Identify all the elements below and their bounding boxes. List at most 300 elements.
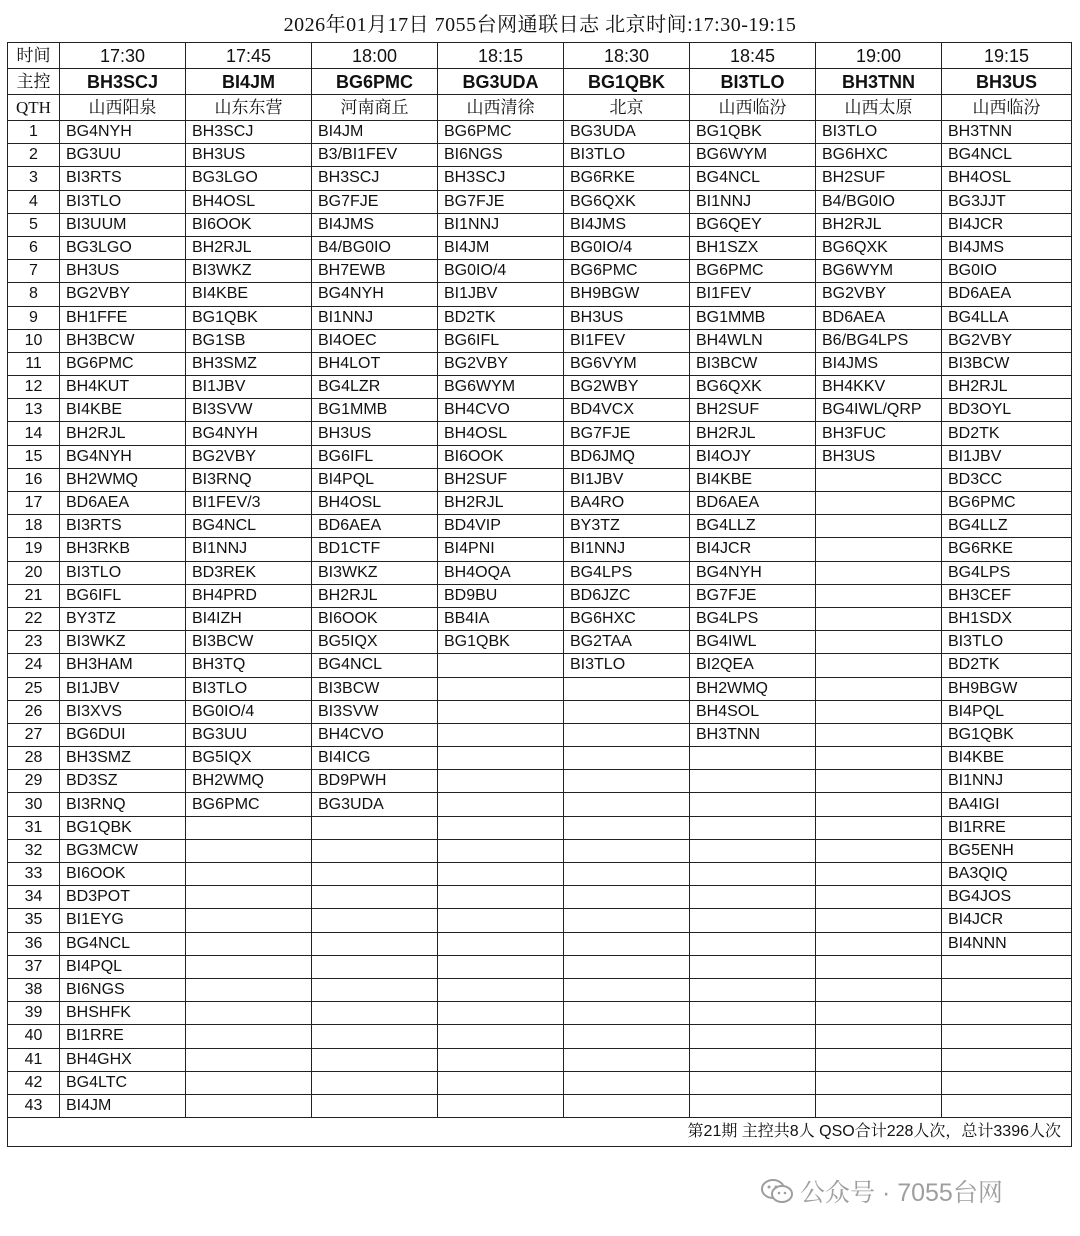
qso-callsign: BH4CVO: [312, 723, 438, 746]
session-control: BG3UDA: [438, 69, 564, 95]
session-time: 17:45: [186, 43, 312, 69]
session-time: 18:30: [564, 43, 690, 69]
qso-callsign: BH2SUF: [438, 468, 564, 491]
qso-callsign: [438, 1002, 564, 1025]
qso-callsign: [186, 1094, 312, 1117]
qso-callsign: BG3UDA: [564, 121, 690, 144]
qso-callsign: BI4JM: [312, 121, 438, 144]
qso-callsign: BD3OYL: [942, 399, 1072, 422]
qso-callsign: [690, 770, 816, 793]
qso-callsign: BG6PMC: [942, 492, 1072, 515]
qso-callsign: BI1NNJ: [564, 538, 690, 561]
row-number: 43: [8, 1094, 60, 1117]
qso-callsign: BI6OOK: [60, 863, 186, 886]
qso-callsign: BH3SCJ: [312, 167, 438, 190]
qso-callsign: B6/BG4LPS: [816, 329, 942, 352]
qso-callsign: BH9BGW: [564, 283, 690, 306]
qso-callsign: BG2VBY: [816, 283, 942, 306]
qso-callsign: BB4IA: [438, 607, 564, 630]
table-row: [8, 839, 1072, 862]
qso-callsign: BI6OOK: [312, 607, 438, 630]
qso-callsign: BI6NGS: [60, 978, 186, 1001]
qso-callsign: BD6AEA: [690, 492, 816, 515]
qso-callsign: BI3WKZ: [312, 561, 438, 584]
qso-callsign: [690, 863, 816, 886]
qso-callsign: B4/BG0IO: [816, 190, 942, 213]
qso-callsign: BH3TQ: [186, 654, 312, 677]
qso-callsign: BG4LTC: [60, 1071, 186, 1094]
table-row: [8, 863, 1072, 886]
qso-callsign: BHSHFK: [60, 1002, 186, 1025]
session-control: BH3US: [942, 69, 1072, 95]
qso-callsign: [816, 677, 942, 700]
qso-callsign: [564, 793, 690, 816]
qso-callsign: BG6DUI: [60, 723, 186, 746]
qso-callsign: BH3SCJ: [438, 167, 564, 190]
qso-callsign: BG1MMB: [312, 399, 438, 422]
qso-callsign: BA4IGI: [942, 793, 1072, 816]
qso-callsign: [690, 886, 816, 909]
qso-callsign: [816, 561, 942, 584]
qso-callsign: BG4LLZ: [690, 515, 816, 538]
table-row: [8, 816, 1072, 839]
qso-callsign: BG3LGO: [60, 236, 186, 259]
row-number: 2: [8, 144, 60, 167]
qso-callsign: [816, 863, 942, 886]
row-number: 24: [8, 654, 60, 677]
table-row: [8, 607, 1072, 630]
qso-callsign: [186, 886, 312, 909]
qso-callsign: [816, 747, 942, 770]
qso-callsign: [564, 677, 690, 700]
qso-callsign: [186, 1048, 312, 1071]
qso-callsign: BH4PRD: [186, 584, 312, 607]
qso-callsign: BH2RJL: [312, 584, 438, 607]
qso-callsign: BI3RTS: [60, 167, 186, 190]
header-row-time: [8, 43, 1072, 69]
row-number: 9: [8, 306, 60, 329]
qso-callsign: [816, 723, 942, 746]
qso-callsign: BH1SZX: [690, 236, 816, 259]
row-number: 20: [8, 561, 60, 584]
qso-callsign: BI4OJY: [690, 445, 816, 468]
qso-callsign: [816, 1002, 942, 1025]
qso-callsign: BG4NYH: [186, 422, 312, 445]
qso-callsign: BH2WMQ: [186, 770, 312, 793]
qso-callsign: [564, 1071, 690, 1094]
qso-callsign: BG6PMC: [690, 260, 816, 283]
table-row: [8, 1048, 1072, 1071]
qso-callsign: BI3BCW: [312, 677, 438, 700]
qso-callsign: BG6PMC: [564, 260, 690, 283]
qso-callsign: [816, 1048, 942, 1071]
qso-callsign: BH9BGW: [942, 677, 1072, 700]
qso-callsign: [564, 816, 690, 839]
qso-callsign: BG6IFL: [312, 445, 438, 468]
qso-callsign: [816, 492, 942, 515]
qso-callsign: BH4LOT: [312, 352, 438, 375]
qso-callsign: BG3UU: [186, 723, 312, 746]
wechat-logo-icon: [760, 1178, 794, 1204]
qso-callsign: BG3LGO: [186, 167, 312, 190]
table-row: [8, 213, 1072, 236]
qso-callsign: [438, 839, 564, 862]
qso-callsign: BI3RNQ: [186, 468, 312, 491]
row-number: 33: [8, 863, 60, 886]
qso-callsign: BG7FJE: [438, 190, 564, 213]
qso-callsign: BD6JMQ: [564, 445, 690, 468]
qso-callsign: [816, 468, 942, 491]
table-row: [8, 283, 1072, 306]
qso-callsign: BG0IO/4: [438, 260, 564, 283]
session-qth: 山西太原: [816, 95, 942, 121]
qso-callsign: BI4JCR: [942, 909, 1072, 932]
qso-callsign: BD6AEA: [312, 515, 438, 538]
qso-callsign: BI4KBE: [186, 283, 312, 306]
qso-callsign: BI1JBV: [942, 445, 1072, 468]
qso-callsign: BI3TLO: [564, 654, 690, 677]
qso-callsign: BH4KKV: [816, 376, 942, 399]
row-number: 17: [8, 492, 60, 515]
row-number: 21: [8, 584, 60, 607]
session-time: 18:45: [690, 43, 816, 69]
qso-callsign: [816, 584, 942, 607]
table-row: [8, 770, 1072, 793]
qso-callsign: BD6JZC: [564, 584, 690, 607]
qso-callsign: BD2TK: [942, 422, 1072, 445]
qso-callsign: [438, 747, 564, 770]
qso-callsign: [690, 816, 816, 839]
header-row-qth: [8, 95, 1072, 121]
qso-callsign: BI3BCW: [186, 631, 312, 654]
qso-callsign: [186, 863, 312, 886]
table-row: [8, 932, 1072, 955]
qso-callsign: BH2RJL: [942, 376, 1072, 399]
table-row: [8, 1002, 1072, 1025]
table-row: [8, 561, 1072, 584]
row-number: 28: [8, 747, 60, 770]
qso-callsign: [690, 932, 816, 955]
qso-log-table: [7, 42, 1072, 1147]
qso-callsign: BG4JOS: [942, 886, 1072, 909]
qso-callsign: BA3QIQ: [942, 863, 1072, 886]
qso-callsign: BI4PQL: [942, 700, 1072, 723]
row-number: 30: [8, 793, 60, 816]
qso-callsign: BH3US: [312, 422, 438, 445]
qso-callsign: BI4JCR: [690, 538, 816, 561]
session-qth: 河南商丘: [312, 95, 438, 121]
qso-callsign: BI3BCW: [690, 352, 816, 375]
qso-callsign: [186, 1002, 312, 1025]
qso-callsign: [690, 909, 816, 932]
watermark: [760, 1173, 1003, 1209]
qso-callsign: [816, 1025, 942, 1048]
qso-callsign: BI1NNJ: [942, 770, 1072, 793]
qso-callsign: BI1JBV: [186, 376, 312, 399]
qso-callsign: [312, 932, 438, 955]
session-control: BH3SCJ: [60, 69, 186, 95]
qso-callsign: [312, 955, 438, 978]
qso-callsign: [564, 886, 690, 909]
qso-callsign: BD6AEA: [942, 283, 1072, 306]
table-row: [8, 793, 1072, 816]
qso-callsign: BI1NNJ: [438, 213, 564, 236]
qso-callsign: BI3TLO: [564, 144, 690, 167]
row-number: 5: [8, 213, 60, 236]
qso-callsign: BI3RTS: [60, 515, 186, 538]
qso-callsign: [438, 654, 564, 677]
qso-callsign: BI1NNJ: [186, 538, 312, 561]
qso-callsign: BI3XVS: [60, 700, 186, 723]
qso-callsign: BI3TLO: [816, 121, 942, 144]
qso-callsign: BI1RRE: [60, 1025, 186, 1048]
qso-callsign: BG4IWL: [690, 631, 816, 654]
row-number: 26: [8, 700, 60, 723]
qso-callsign: BD4VIP: [438, 515, 564, 538]
row-number: 4: [8, 190, 60, 213]
row-number: 36: [8, 932, 60, 955]
page-title: 2026年01月17日 7055台网通联日志 北京时间:17:30-19:15: [283, 14, 797, 36]
row-number: 6: [8, 236, 60, 259]
qso-callsign: BG4LPS: [690, 607, 816, 630]
qso-callsign: BI2QEA: [690, 654, 816, 677]
qso-callsign: [564, 863, 690, 886]
qso-callsign: BG6VYM: [564, 352, 690, 375]
qso-callsign: BD9PWH: [312, 770, 438, 793]
session-qth: 山西阳泉: [60, 95, 186, 121]
table-row: [8, 909, 1072, 932]
qso-callsign: BG6PMC: [438, 121, 564, 144]
qso-callsign: [186, 1071, 312, 1094]
qso-callsign: [942, 1048, 1072, 1071]
qso-callsign: BG7FJE: [312, 190, 438, 213]
qso-callsign: BG4NCL: [312, 654, 438, 677]
qso-callsign: [438, 886, 564, 909]
qso-callsign: [690, 839, 816, 862]
qso-callsign: BG1SB: [186, 329, 312, 352]
qso-callsign: [312, 1071, 438, 1094]
row-number: 41: [8, 1048, 60, 1071]
qso-callsign: BD3POT: [60, 886, 186, 909]
session-time: 17:30: [60, 43, 186, 69]
row-number: 10: [8, 329, 60, 352]
qso-callsign: BH4KUT: [60, 376, 186, 399]
qso-callsign: BI4JMS: [942, 236, 1072, 259]
session-time: 18:00: [312, 43, 438, 69]
table-row: [8, 584, 1072, 607]
qso-callsign: [564, 700, 690, 723]
qso-callsign: BG4LPS: [564, 561, 690, 584]
qso-callsign: BG6QXK: [564, 190, 690, 213]
qso-callsign: BG6IFL: [438, 329, 564, 352]
qso-callsign: B4/BG0IO: [312, 236, 438, 259]
qso-callsign: BG6HXC: [816, 144, 942, 167]
table-row: [8, 260, 1072, 283]
qso-callsign: [438, 793, 564, 816]
qso-callsign: [690, 978, 816, 1001]
qso-callsign: [816, 770, 942, 793]
qso-callsign: [816, 1094, 942, 1117]
row-number: 14: [8, 422, 60, 445]
qso-callsign: BI4KBE: [690, 468, 816, 491]
qso-callsign: BG6IFL: [60, 584, 186, 607]
qso-callsign: BH7EWB: [312, 260, 438, 283]
session-qth: 山西临汾: [690, 95, 816, 121]
qso-callsign: [942, 1002, 1072, 1025]
qso-callsign: BD2TK: [438, 306, 564, 329]
watermark-text: 公众号 · 7055台网: [800, 1179, 1003, 1207]
qso-callsign: BG4IWL/QRP: [816, 399, 942, 422]
qso-callsign: BG6PMC: [186, 793, 312, 816]
qso-callsign: BH2RJL: [690, 422, 816, 445]
qso-callsign: BG2TAA: [564, 631, 690, 654]
qso-callsign: BH3TNN: [690, 723, 816, 746]
table-row: [8, 144, 1072, 167]
qso-callsign: [816, 909, 942, 932]
qso-callsign: [690, 793, 816, 816]
qso-callsign: BH3US: [564, 306, 690, 329]
session-time: 18:15: [438, 43, 564, 69]
session-time: 19:00: [816, 43, 942, 69]
qso-callsign: BG4LPS: [942, 561, 1072, 584]
qso-callsign: BI1NNJ: [312, 306, 438, 329]
row-number: 35: [8, 909, 60, 932]
qso-callsign: [942, 1025, 1072, 1048]
row-number: 11: [8, 352, 60, 375]
qso-callsign: BH4OSL: [438, 422, 564, 445]
table-row: [8, 422, 1072, 445]
qso-callsign: BI4NNN: [942, 932, 1072, 955]
qso-callsign: [312, 1002, 438, 1025]
table-row: [8, 190, 1072, 213]
qso-callsign: BI1JBV: [438, 283, 564, 306]
table-row: [8, 747, 1072, 770]
row-number: 15: [8, 445, 60, 468]
qso-callsign: BG6QEY: [690, 213, 816, 236]
table-row: [8, 1071, 1072, 1094]
qso-callsign: [816, 654, 942, 677]
qso-callsign: BG3UDA: [312, 793, 438, 816]
qso-callsign: BG1MMB: [690, 306, 816, 329]
qso-callsign: BG4NCL: [186, 515, 312, 538]
qso-callsign: BH4WLN: [690, 329, 816, 352]
qso-callsign: [438, 1025, 564, 1048]
qso-callsign: BI3BCW: [942, 352, 1072, 375]
qso-callsign: [690, 1048, 816, 1071]
qso-callsign: [942, 1071, 1072, 1094]
qso-callsign: BH2SUF: [816, 167, 942, 190]
qso-callsign: BI3WKZ: [186, 260, 312, 283]
row-number: 40: [8, 1025, 60, 1048]
qso-callsign: BH3US: [60, 260, 186, 283]
qso-callsign: BG2VBY: [942, 329, 1072, 352]
qso-callsign: BG2WBY: [564, 376, 690, 399]
row-number: 42: [8, 1071, 60, 1094]
table-row: [8, 1025, 1072, 1048]
qso-callsign: BH2WMQ: [690, 677, 816, 700]
qso-callsign: [564, 1094, 690, 1117]
qso-callsign: BH3SMZ: [60, 747, 186, 770]
qso-callsign: [438, 1048, 564, 1071]
qso-callsign: [186, 955, 312, 978]
qso-callsign: BG5ENH: [942, 839, 1072, 862]
qso-callsign: [438, 723, 564, 746]
qso-callsign: [564, 1048, 690, 1071]
qso-callsign: BG6WYM: [816, 260, 942, 283]
qso-callsign: [564, 770, 690, 793]
row-number: 37: [8, 955, 60, 978]
qso-callsign: BI3TLO: [60, 561, 186, 584]
qso-callsign: BG2VBY: [60, 283, 186, 306]
qso-callsign: [564, 1025, 690, 1048]
table-row: [8, 886, 1072, 909]
row-number: 38: [8, 978, 60, 1001]
row-number: 39: [8, 1002, 60, 1025]
table-row: [8, 492, 1072, 515]
qso-callsign: [312, 863, 438, 886]
row-number: 34: [8, 886, 60, 909]
qso-callsign: BY3TZ: [60, 607, 186, 630]
qso-callsign: [564, 723, 690, 746]
row-number: 27: [8, 723, 60, 746]
qso-callsign: BG7FJE: [690, 584, 816, 607]
qso-callsign: BG6RKE: [564, 167, 690, 190]
qso-callsign: [312, 816, 438, 839]
qso-callsign: [438, 863, 564, 886]
qso-callsign: BG4NYH: [60, 445, 186, 468]
qso-callsign: BG4LLZ: [942, 515, 1072, 538]
qso-callsign: BD3CC: [942, 468, 1072, 491]
row-number: 16: [8, 468, 60, 491]
qso-callsign: BI4ICG: [312, 747, 438, 770]
qso-callsign: BI3SVW: [312, 700, 438, 723]
qso-callsign: BI6NGS: [438, 144, 564, 167]
qso-callsign: BI3WKZ: [60, 631, 186, 654]
qso-callsign: BH1SDX: [942, 607, 1072, 630]
qso-callsign: BH2RJL: [186, 236, 312, 259]
session-control: BI4JM: [186, 69, 312, 95]
qso-callsign: BG3MCW: [60, 839, 186, 862]
qso-callsign: [312, 978, 438, 1001]
qso-callsign: BG5IQX: [312, 631, 438, 654]
qso-callsign: [312, 1048, 438, 1071]
qso-callsign: BH3TNN: [942, 121, 1072, 144]
qso-callsign: BG4NYH: [60, 121, 186, 144]
qso-callsign: BI4OEC: [312, 329, 438, 352]
qso-callsign: BI4JMS: [816, 352, 942, 375]
row-number: 32: [8, 839, 60, 862]
qso-callsign: BD4VCX: [564, 399, 690, 422]
qso-callsign: BD2TK: [942, 654, 1072, 677]
qso-callsign: BI4JCR: [942, 213, 1072, 236]
qso-callsign: BH3RKB: [60, 538, 186, 561]
qso-callsign: BI4JM: [60, 1094, 186, 1117]
qso-callsign: BG1QBK: [186, 306, 312, 329]
table-row: [8, 121, 1072, 144]
qso-callsign: BD3SZ: [60, 770, 186, 793]
qso-callsign: BD3REK: [186, 561, 312, 584]
qso-callsign: BH4CVO: [438, 399, 564, 422]
row-label-control: 主控: [8, 69, 60, 95]
qso-callsign: [816, 631, 942, 654]
row-number: 19: [8, 538, 60, 561]
qso-callsign: [564, 978, 690, 1001]
qso-callsign: BG4NYH: [690, 561, 816, 584]
qso-callsign: BH2RJL: [60, 422, 186, 445]
table-row: [8, 978, 1072, 1001]
qso-callsign: BI6OOK: [438, 445, 564, 468]
qso-callsign: [942, 955, 1072, 978]
